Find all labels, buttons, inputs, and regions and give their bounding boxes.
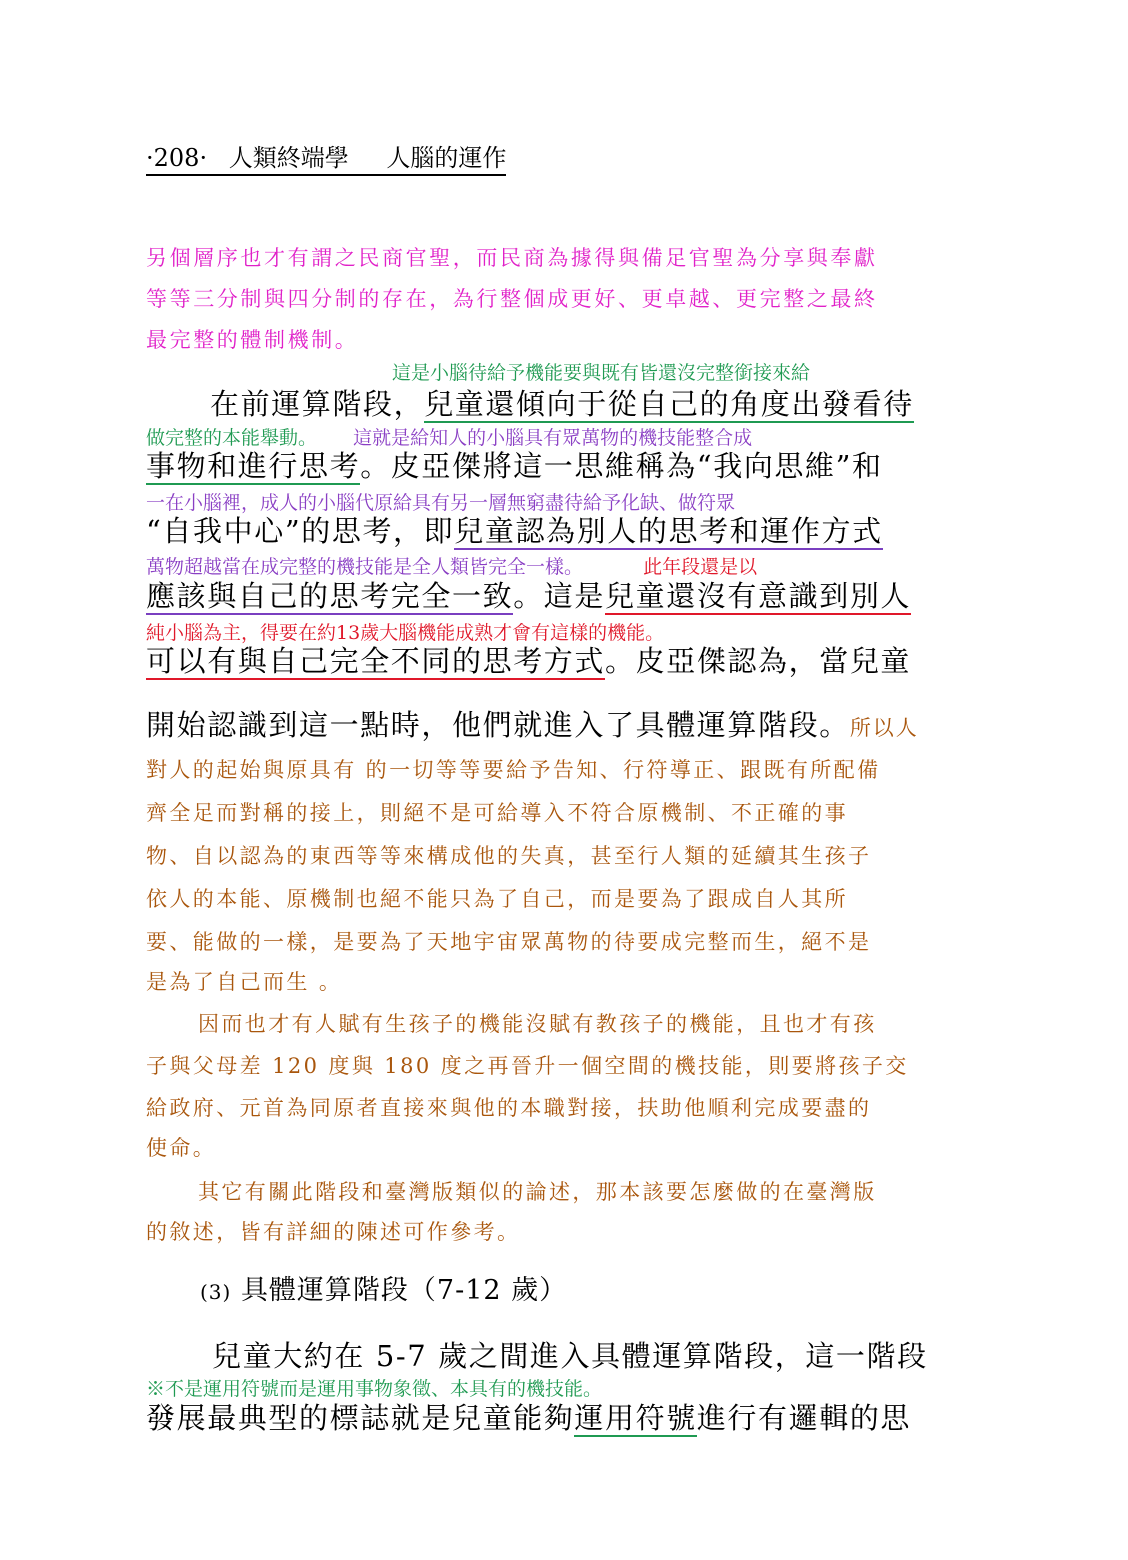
- annotation-6: ※不是運用符號而是運用事物象徵、本具有的機技能。: [146, 1378, 603, 1400]
- brown-para2-line-2: 子與父母差 120 度與 180 度之再晉升一個空間的機技能，則要將孩子交: [146, 1054, 909, 1078]
- underlined-text: 運用符號: [574, 1401, 697, 1435]
- page-header: [146, 146, 506, 176]
- annotation-3: 一在小腦裡，成人的小腦代原給具有另一層無窮盡待給予化缺、做符眾: [146, 492, 736, 514]
- annotation-1: 這是小腦待給予機能要與既有皆還沒完整銜接來給: [392, 362, 811, 384]
- brown-para3-line-1: 其它有關此階段和臺灣版類似的論述，那本該要怎麼做的在臺灣版: [198, 1180, 877, 1204]
- magenta-note-line-2: 等等三分制與四分制的存在，為行整個成更好、更卓越、更完整之最終: [146, 287, 878, 311]
- underlined-text: 可以有與自己完全不同的思考方式: [146, 644, 606, 678]
- brown-para2-line-4: 使命。: [146, 1136, 217, 1160]
- annotation-4a: 萬物超越當在成完整的機技能是全人類皆完全一樣。: [146, 556, 584, 578]
- paragraph-1-line-5: [146, 644, 912, 678]
- magenta-note-line-3: 最完整的體制機制。: [146, 328, 359, 352]
- annotation-4: [146, 558, 757, 577]
- paragraph-1-line-1: [210, 387, 914, 421]
- text: 在前運算階段，: [210, 387, 425, 421]
- brown-para3-line-2: 的敘述，皆有詳細的陳述可作參考。: [146, 1220, 521, 1244]
- brown-para-line-5: 要、能做的一樣，是要為了天地宇宙眾萬物的待要成完整而生，絕不是: [146, 930, 872, 954]
- underlined-text: 兒童還沒有意識到別人: [605, 579, 912, 613]
- page-number: ·208·: [146, 144, 208, 172]
- underlined-text: 應該與自己的思考完全一致: [146, 579, 514, 613]
- underlined-text: 事物和進行思考: [146, 449, 361, 483]
- underlined-text: 兒童還傾向于從自己的角度出發看待: [424, 387, 914, 421]
- text: 進行有邏輯的思: [696, 1401, 912, 1435]
- brown-para-line-2: 齊全足而對稱的接上，則絕不是可給導入不符合原機制、不正確的事: [146, 801, 848, 825]
- annotation-2: [146, 429, 752, 448]
- annotation-2a: 做完整的本能舉動。: [146, 427, 318, 449]
- section-number: (3): [200, 1280, 232, 1304]
- paragraph-1-line-3: [146, 514, 883, 548]
- brown-para-line-3: 物、自以認為的東西等等來構成他的失真，甚至行人類的延續其生孩子: [146, 844, 872, 868]
- brown-para-line-4: 依人的本能、原機制也絕不能只為了自己，而是要為了跟成自人其所: [146, 887, 848, 911]
- text: “自我中心”的思考，即: [146, 514, 455, 548]
- magenta-note-line-1: 另個層序也才有謂之民商官聖，而民商為據得與備足官聖為分享與奉獻: [146, 246, 878, 270]
- paragraph-1-line-2: [146, 449, 883, 483]
- text: 。皮亞傑認為，當兒童: [605, 644, 912, 678]
- section-title: 具體運算階段（7-12 歲）: [240, 1275, 568, 1306]
- paragraph-1-line-6: [146, 708, 919, 742]
- text: 。這是: [513, 579, 606, 613]
- book-title: 人類終端學: [228, 144, 349, 172]
- brown-para2-line-3: 給政府、元首為同原者直接來與他的本職對接，扶助他順利完成要盡的: [146, 1096, 872, 1120]
- brown-para-line-1: 對人的起始與原具有 的一切等等要給予告知、行符導正、跟既有所配備: [146, 758, 881, 782]
- annotation-4b: 此年段還是以: [643, 556, 758, 578]
- brown-para2-line-1: 因而也才有人賦有生孩子的機能沒賦有教孩子的機能，且也才有孩: [198, 1012, 877, 1036]
- annotation-5: 純小腦為主，得要在約13歲大腦機能成熟才會有這樣的機能。: [146, 622, 665, 644]
- note-start: 所以人: [849, 716, 919, 740]
- text: 。皮亞傑將這一思維稱為“我向思維”和: [360, 449, 883, 483]
- section-heading: [200, 1277, 567, 1304]
- text: 發展最典型的標誌就是兒童能夠: [146, 1401, 575, 1435]
- annotation-2b: 這就是給知人的小腦具有眾萬物的機技能整合成: [353, 427, 753, 449]
- text: 開始認識到這一點時，他們就進入了具體運算階段。: [146, 708, 850, 742]
- paragraph-1-line-4: [146, 579, 912, 613]
- paragraph-2-line-1: 兒童大約在 5-7 歲之間進入具體運算階段，這一階段: [212, 1339, 928, 1373]
- paragraph-2-line-2: [146, 1401, 912, 1435]
- underlined-text: 兒童認為別人的思考和運作方式: [454, 514, 883, 548]
- brown-para-line-6: 是為了自己而生 。: [146, 970, 343, 994]
- chapter-title: 人腦的運作: [386, 144, 507, 172]
